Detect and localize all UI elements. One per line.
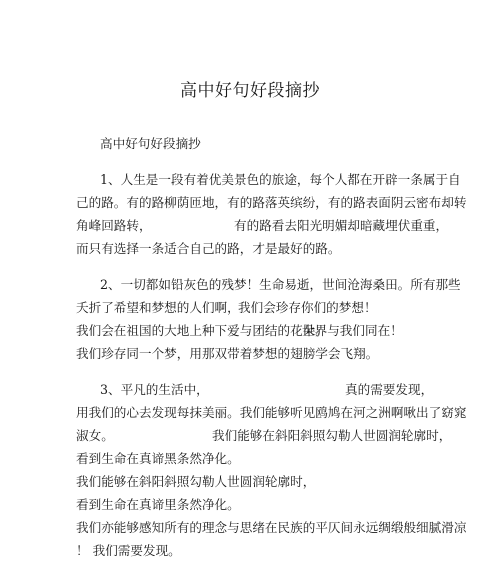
paragraph-line: ！ 我们需要发现。 bbox=[76, 543, 181, 558]
paragraph-line: 角峰回路转， bbox=[76, 218, 152, 233]
paragraph-line: 有的路看去阳光明媚却暗藏埋伏重重， bbox=[234, 218, 449, 233]
paragraph-line: 我们会在祖国的大地上种下爱与团结的花朵。 bbox=[76, 323, 328, 338]
paragraph-line: 我们亦能够感知所有的理念与思绪在民族的平仄间永远绸缎般细腻滑凉 bbox=[76, 520, 467, 535]
paragraph-line: 2、一切都如铅灰色的残梦！生命易逝，世间沧海桑田。所有那些 bbox=[100, 277, 461, 292]
paragraph-line: 看到生命在真谛黑条然净化。 bbox=[76, 451, 240, 466]
paragraph-line: 世界与我们同在！ bbox=[302, 323, 403, 338]
paragraph-line: 我们能够在斜阳斜照勾勒人世圆润轮廓时， bbox=[76, 474, 316, 489]
paragraph-line: 我们珍存同一个梦，用那双带着梦想的翅膀学会飞翔。 bbox=[76, 346, 379, 361]
section-heading: 高中好句好段摘抄 bbox=[100, 136, 201, 151]
paragraph-line: 看到生命在真谛里条然净化。 bbox=[76, 497, 240, 512]
paragraph-line: 己的路。有的路柳荫匝地，有的路落英缤纷，有的路表面阴云密布却转 bbox=[76, 195, 467, 210]
paragraph-line: 淑女。 bbox=[76, 428, 114, 443]
paragraph-line: 夭折了希望和梦想的人们啊， bbox=[76, 300, 240, 315]
paragraph-line: 1、人生是一段有着优美景色的旅途，每个人都在开辟一条属于自 bbox=[100, 172, 461, 187]
paragraph-line: 3、平凡的生活中， bbox=[100, 382, 209, 397]
paragraph-line: 用我们的心去发现每抹美丽。我们能够听见鸥鸠在河之洲啊啾出了窈窕 bbox=[76, 405, 467, 420]
document-title: 高中好句好段摘抄 bbox=[180, 81, 320, 101]
paragraph-line: 我们能够在斜阳斜照勾勒人世圆润轮廓时， bbox=[212, 428, 452, 443]
paragraph-line: 我们会珍存你们的梦想！ bbox=[238, 300, 377, 315]
paragraph-line: 而只有选择一条适合自己的路，才是最好的路。 bbox=[76, 241, 341, 256]
paragraph-line: 真的需要发现， bbox=[345, 382, 434, 397]
